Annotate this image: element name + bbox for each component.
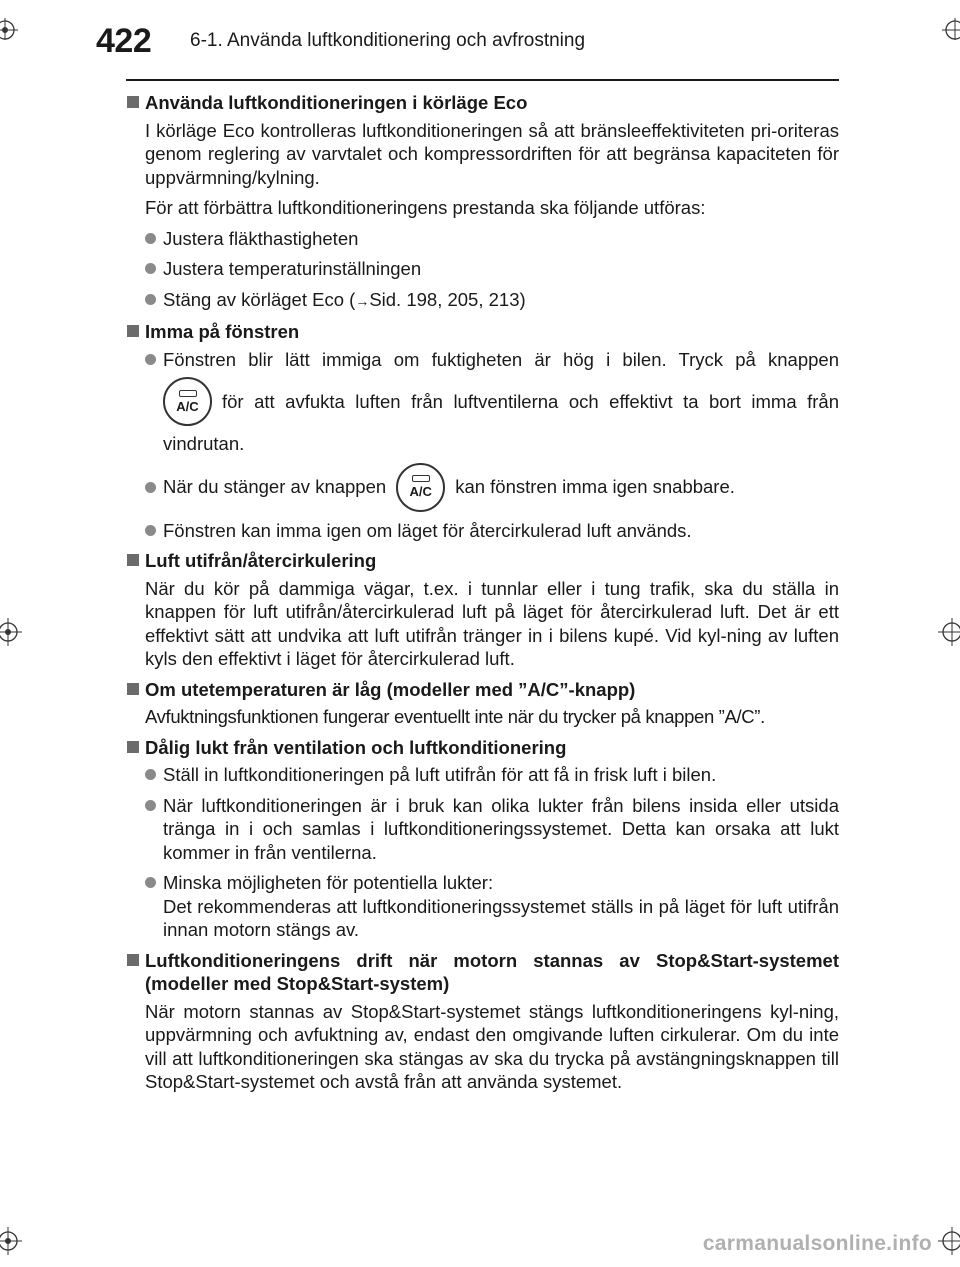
list-item: Fönstren kan imma igen om läget för återcirkulerad luft används. bbox=[126, 519, 839, 543]
section-heading: Om utetemperaturen är låg (modeller med ”A/C”-knapp) bbox=[126, 678, 839, 702]
crop-mark-mid-right bbox=[920, 612, 960, 652]
round-bullet-icon bbox=[145, 877, 156, 888]
crop-mark-bottom-left bbox=[0, 1227, 40, 1267]
page-reference-link[interactable]: Sid. 198, 205, 213) bbox=[369, 288, 526, 310]
list-item: Justera fläkthastigheten bbox=[126, 227, 839, 251]
round-bullet-icon bbox=[145, 800, 156, 811]
section-heading: Imma på fönstren bbox=[126, 320, 839, 344]
section-bad-odor bbox=[126, 736, 839, 942]
watermark: carmanualsonline.info bbox=[702, 1232, 932, 1255]
round-bullet-icon bbox=[145, 482, 156, 493]
list-item: Ställ in luftkonditioneringen på luft utifrån för att få in frisk luft i bilen. bbox=[126, 763, 839, 787]
paragraph: Avfuktningsfunktionen fungerar eventuellt inte när du trycker på knappen ”A/C”. bbox=[145, 706, 765, 727]
list-item: Stäng av körläget Eco (→Sid. 198, 205, 213) bbox=[126, 288, 839, 314]
crop-mark-top-right bbox=[920, 0, 960, 40]
section-heading: Luft utifrån/återcirkulering bbox=[126, 549, 839, 573]
round-bullet-icon bbox=[145, 354, 156, 365]
section-heading: Dålig lukt från ventilation och luftkonditionering bbox=[126, 736, 839, 760]
square-bullet-icon bbox=[127, 741, 139, 753]
round-bullet-icon bbox=[145, 769, 156, 780]
round-bullet-icon bbox=[145, 525, 156, 536]
paragraph: När du kör på dammiga vägar, t.ex. i tunnlar eller i tung trafik, ska du ställa in knappen för luft utifrån/återcirkulerad luft på läget för återcirkulerad luft. Det är ett effektivt sätt att undvika att luft utifrån tränger in i bilens kupé. Vid kyl-ning av luften kyls den effektivt i läget för återcirkulerad luft. bbox=[145, 577, 839, 669]
ac-button-icon: A/C bbox=[163, 377, 212, 426]
page-content bbox=[126, 91, 839, 1101]
section-stop-start bbox=[126, 949, 839, 1094]
section-window-fog bbox=[126, 320, 839, 542]
list-item: När du stänger av knappen A/C kan fönstren imma igen snabbare. bbox=[126, 463, 839, 512]
list-item: Minska möjligheten för potentiella lukter: Det rekommenderas att luftkonditioneringssystemet ställs in på läget för luft utifrån innan motorn stängs av. bbox=[126, 871, 839, 942]
paragraph: När motorn stannas av Stop&Start-systemet stängs luftkonditioneringens kyl-ning, uppvärmning och avfuktning av, endast den omgivande luften cirkulerar. Om du inte vill att luftkonditioneringen ska stängas av ska du trycka på avstängningsknappen till Stop&Start-systemet och avstå från att använda systemet. bbox=[145, 1000, 839, 1092]
arrow-right-icon: → bbox=[355, 292, 370, 309]
ac-button-icon: A/C bbox=[396, 463, 445, 512]
section-low-outside-temp bbox=[126, 678, 839, 729]
paragraph: För att förbättra luftkonditioneringens prestanda ska följande utföras: bbox=[145, 197, 706, 218]
round-bullet-icon bbox=[145, 263, 156, 274]
section-eco-mode bbox=[126, 91, 839, 313]
paragraph: I körläge Eco kontrolleras luftkonditioneringen så att bränsleeffektiviteten pri-oriteras genom reglering av varvtalet och kompressordriften för att begränsa kapaciteten för uppvärmning/kylning. bbox=[145, 119, 839, 188]
crop-mark-mid-left bbox=[0, 612, 40, 652]
section-heading: Luftkonditioneringens drift när motorn stannas av Stop&Start-systemet (modeller med Stop&Start-system) bbox=[126, 949, 839, 996]
page-number: 422 bbox=[96, 22, 152, 60]
square-bullet-icon bbox=[127, 325, 139, 337]
chapter-title: 6-1. Använda luftkonditionering och avfrostning bbox=[190, 30, 586, 51]
square-bullet-icon bbox=[127, 683, 139, 695]
section-outside-recirculation bbox=[126, 549, 839, 671]
round-bullet-icon bbox=[145, 294, 156, 305]
square-bullet-icon bbox=[127, 954, 139, 966]
list-item: När luftkonditioneringen är i bruk kan olika lukter från bilens insida eller utsida tränga in i och samlas i luftkonditioneringssystemet. Detta kan orsaka att lukt kommer in från ventilerna. bbox=[126, 794, 839, 865]
round-bullet-icon bbox=[145, 233, 156, 244]
list-item: Fönstren blir lätt immiga om fuktigheten är hög i bilen. Tryck på knappen A/C för att avfukta luften från luftventilerna och effektivt ta bort imma från vindrutan. bbox=[126, 348, 839, 456]
header-rule bbox=[126, 79, 839, 81]
crop-mark-top-left bbox=[0, 0, 40, 40]
square-bullet-icon bbox=[127, 554, 139, 566]
section-heading: Använda luftkonditioneringen i körläge Eco bbox=[126, 91, 839, 115]
list-item: Justera temperaturinställningen bbox=[126, 257, 839, 281]
square-bullet-icon bbox=[127, 96, 139, 108]
